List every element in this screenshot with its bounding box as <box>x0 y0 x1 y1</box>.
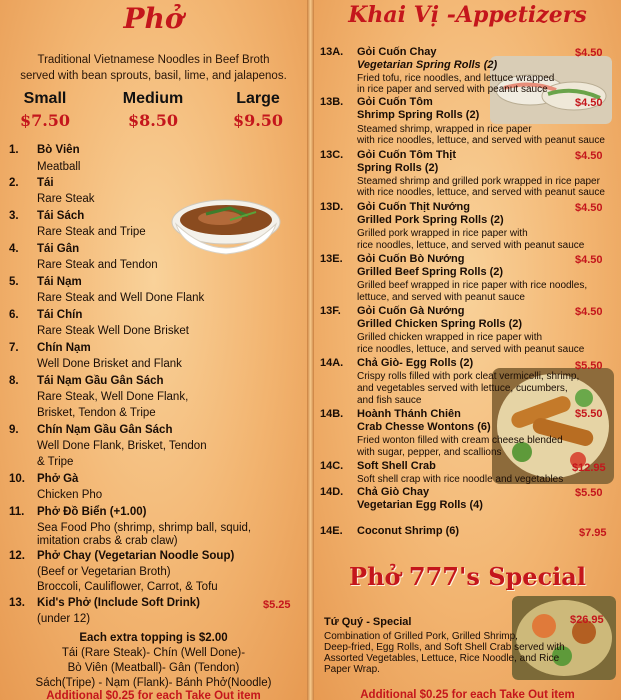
topping-line-3: Bò Viên (Meatball)- Gân (Tendon) <box>67 662 240 674</box>
app-13d-price: $4.50 <box>575 202 603 214</box>
topping-line-4: Sách(Tripe) - Nạm (Flank)- Bánh Phở(Noodle) <box>35 677 272 689</box>
app-13a-name2: Vegetarian Spring Rolls (2) <box>357 59 498 71</box>
menu-fold <box>307 0 314 700</box>
size-large-price: $9.50 <box>232 111 284 130</box>
app-13c-num: 13C. <box>320 149 344 161</box>
pho-item-6-desc: Rare Steak Well Done Brisket <box>37 325 189 337</box>
pho-item-12-name: Phở Chay (Vegetarian Noodle Soup) <box>37 550 235 562</box>
pho-item-2-num: 2. <box>9 177 19 189</box>
app-13c-name: Gỏi Cuốn Tôm Thịt <box>357 149 456 161</box>
app-13f-desc-2: rice noodles, lettuce, and served with peanut sauce <box>357 344 585 355</box>
pho-item-1-name: Bò Viên <box>37 144 80 156</box>
app-13e-name2: Grilled Beef Spring Rolls (2) <box>357 266 504 278</box>
pho-item-13-name: Kid's Phở (Include Soft Drink) <box>37 597 200 609</box>
app-13e-desc-2: lettuce, and served with peanut sauce <box>357 292 525 303</box>
app-14e-price: $7.95 <box>579 527 607 539</box>
pho-item-2-name: Tái <box>37 177 54 189</box>
special-takeout-note: Additional $0.25 for each Take Out item <box>360 689 575 700</box>
pho-item-7-name: Chín Nạm <box>37 342 91 354</box>
app-13d-desc-1: Grilled pork wrapped in rice paper with <box>357 228 528 239</box>
app-14b-name2: Crab Chesse Wontons (6) <box>357 421 491 433</box>
pho-item-4-num: 4. <box>9 243 19 255</box>
app-14d-num: 14D. <box>320 486 344 498</box>
app-14b-price: $5.50 <box>575 408 603 420</box>
app-14c-num: 14C. <box>320 460 344 472</box>
app-13c-desc-2: with rice noodles, lettuce, and served with peanut sauce <box>357 187 605 198</box>
pho-item-1-num: 1. <box>9 144 19 156</box>
app-13e-name: Gỏi Cuốn Bò Nướng <box>357 253 465 265</box>
pho-item-6-name: Tái Chín <box>37 309 83 321</box>
pho-item-10-name: Phở Gà <box>37 473 79 485</box>
special-combo-photo <box>512 596 616 680</box>
pho-item-5-num: 5. <box>9 276 19 288</box>
size-medium-label: Medium <box>122 90 184 107</box>
pho-item-12-desc-2: Broccoli, Cauliflower, Carrot, & Tofu <box>37 581 218 593</box>
pho-item-7-desc: Well Done Brisket and Flank <box>37 358 182 370</box>
app-13b-name: Gỏi Cuốn Tôm <box>357 96 433 108</box>
special-desc-1: Combination of Grilled Pork, Grilled Shrimp, <box>324 631 518 642</box>
pho-item-4-desc: Rare Steak and Tendon <box>37 259 158 271</box>
pho-item-9-desc-2: & Tripe <box>37 456 74 468</box>
pho-item-9-name: Chín Nạm Gầu Gân Sách <box>37 424 173 436</box>
pho-item-5-name: Tái Nạm <box>37 276 82 288</box>
pho-item-13-num: 13. <box>9 597 25 609</box>
app-14a-price: $5.50 <box>575 360 603 372</box>
pho-item-12-num: 12. <box>9 550 25 562</box>
app-13a-price: $4.50 <box>575 47 603 59</box>
app-14a-desc-3: and fish sauce <box>357 395 422 406</box>
app-14c-name: Soft Shell Crab <box>357 460 436 472</box>
app-14b-desc-1: Fried wonton filled with cream cheese blended <box>357 435 563 446</box>
special-item-name: Tứ Quý - Special <box>324 616 412 628</box>
pho-item-3-name: Tái Sách <box>37 210 85 222</box>
app-13d-name: Gỏi Cuốn Thịt Nướng <box>357 201 470 213</box>
pho-item-11-name: Phở Đồ Biển (+1.00) <box>37 506 147 518</box>
app-14a-desc-1: Crispy rolls filled with pork cleat vermicelli, shrimp, <box>357 371 580 382</box>
app-13f-desc-1: Grilled chicken wrapped in rice paper with <box>357 332 543 343</box>
pho-item-10-desc: Chicken Pho <box>37 489 103 501</box>
app-14a-desc-2: and vegetables served with lettuce, cucumbers, <box>357 383 568 394</box>
app-13c-name2: Spring Rolls (2) <box>357 162 439 174</box>
pho-item-13-price: $5.25 <box>263 599 291 611</box>
app-13d-name2: Grilled Pork Spring Rolls (2) <box>357 214 504 226</box>
app-13b-desc-1: Steamed shrimp, wrapped in rice paper <box>357 124 532 135</box>
special-desc-2: Deep-fried, Egg Rolls, and Soft Shell Crab served with <box>324 642 565 653</box>
app-13e-num: 13E. <box>320 253 343 265</box>
pho-item-7-num: 7. <box>9 342 19 354</box>
app-13a-desc-1: Fried tofu, rice noodles, and lettuce wrapped <box>357 73 555 84</box>
app-13a-desc-2: in rice paper and served with peanut sauce <box>357 84 548 95</box>
app-13d-num: 13D. <box>320 201 344 213</box>
app-13f-price: $4.50 <box>575 306 603 318</box>
app-13a-num: 13A. <box>320 46 344 58</box>
special-desc-3: Assorted Vegetables, Lettuce, Rice Noodle, and Rice <box>324 653 560 664</box>
pho-panel <box>0 0 307 700</box>
pho-item-4-name: Tái Gân <box>37 243 80 255</box>
pho-item-3-num: 3. <box>9 210 19 222</box>
app-14b-num: 14B. <box>320 408 344 420</box>
app-14b-name: Hoành Thánh Chiên <box>357 408 461 420</box>
appetizers-panel <box>314 0 621 700</box>
app-14d-price: $5.50 <box>575 487 603 499</box>
app-13b-price: $4.50 <box>575 97 603 109</box>
pho-item-5-desc: Rare Steak and Well Done Flank <box>37 292 205 304</box>
pho-item-8-num: 8. <box>9 375 19 387</box>
size-small-price: $7.50 <box>19 111 71 130</box>
topping-line-2: Tái (Rare Steak)- Chín (Well Done)- <box>61 647 246 659</box>
app-13d-desc-2: rice noodles, lettuce, and served with peanut sauce <box>357 240 585 251</box>
app-13e-price: $4.50 <box>575 254 603 266</box>
special-title: Phở 777's Special <box>349 562 586 591</box>
pho-item-8-name: Tái Nạm Gầu Gân Sách <box>37 375 164 387</box>
pho-item-2-desc: Rare Steak <box>37 193 95 205</box>
pho-bowl-image <box>170 190 282 260</box>
appetizers-title: Khai Vị -Appetizers <box>348 2 587 28</box>
app-13b-desc-2: with rice noodles, lettuce, and served with peanut sauce <box>357 135 605 146</box>
app-14c-price: $12.95 <box>572 462 606 474</box>
topping-line-1: Each extra topping is $2.00 <box>79 632 228 644</box>
app-13f-name: Gỏi Cuốn Gà Nướng <box>357 305 465 317</box>
app-14a-num: 14A. <box>320 357 344 369</box>
pho-item-13-desc: (under 12) <box>37 613 91 625</box>
app-13e-desc-1: Grilled beef wrapped in rice paper with rice noodles, <box>357 280 588 291</box>
size-medium-price: $8.50 <box>127 111 179 130</box>
pho-item-12-desc-1: (Beef or Vegetarian Broth) <box>37 566 171 578</box>
app-13b-name2: Shrimp Spring Rolls (2) <box>357 109 480 121</box>
app-13c-desc-1: Steamed shrimp and grilled pork wrapped in rice paper <box>357 176 600 187</box>
app-14e-num: 14E. <box>320 525 343 537</box>
size-large-label: Large <box>236 90 280 107</box>
app-14d-name2: Vegetarian Egg Rolls (4) <box>357 499 483 511</box>
app-14d-name: Chả Giò Chay <box>357 486 430 498</box>
size-small-label: Small <box>23 90 67 107</box>
pho-item-8-desc-2: Brisket, Tendon & Tripe <box>37 407 156 419</box>
special-item-price: $26.95 <box>570 614 604 626</box>
pho-item-3-desc: Rare Steak and Tripe <box>37 226 146 238</box>
app-13f-name2: Grilled Chicken Spring Rolls (2) <box>357 318 523 330</box>
pho-item-11-desc-1: Sea Food Pho (shrimp, shrimp ball, squid, <box>37 522 252 534</box>
pho-item-11-desc-2: imitation crabs & crab claw) <box>37 535 178 547</box>
pho-item-8-desc-1: Rare Steak, Well Done Flank, <box>37 391 189 403</box>
pho-item-10-num: 10. <box>9 473 25 485</box>
app-13a-name: Gỏi Cuốn Chay <box>357 46 437 58</box>
pho-item-1-desc: Meatball <box>37 161 81 173</box>
pho-item-6-num: 6. <box>9 309 19 321</box>
app-14e-name: Coconut Shrimp (6) <box>357 525 460 537</box>
pho-item-9-num: 9. <box>9 424 19 436</box>
app-13c-price: $4.50 <box>575 150 603 162</box>
app-14b-desc-2: with sugar, pepper, and scallions <box>357 447 502 458</box>
app-13f-num: 13F. <box>320 305 341 317</box>
app-14a-name: Chả Giò- Egg Rolls (2) <box>357 357 474 369</box>
app-13b-num: 13B. <box>320 96 344 108</box>
pho-title: Phở <box>123 2 184 35</box>
pho-takeout-note: Additional $0.25 for each Take Out item <box>46 690 261 700</box>
pho-intro-line2: served with bean sprouts, basil, lime, and jalapenos. <box>20 70 287 82</box>
special-desc-4: Paper Wrap. <box>324 664 380 675</box>
pho-item-11-num: 11. <box>9 506 25 518</box>
pho-item-9-desc-1: Well Done Flank, Brisket, Tendon <box>37 440 207 452</box>
app-14c-desc-1: Soft shell crap with rice noodle and vegetables <box>357 474 564 485</box>
pho-intro-line1: Traditional Vietnamese Noodles in Beef Broth <box>37 54 270 66</box>
